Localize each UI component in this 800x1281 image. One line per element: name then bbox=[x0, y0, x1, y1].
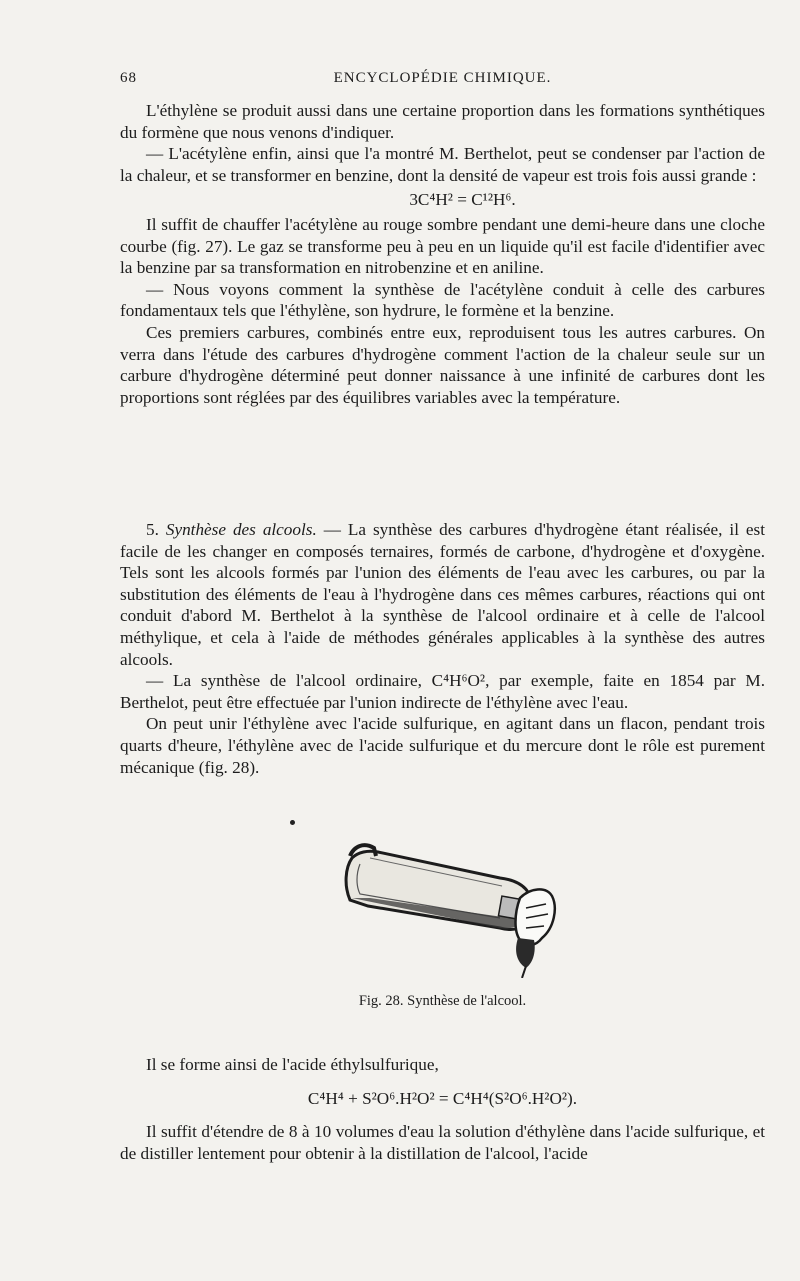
paragraph: Ces premiers carbures, combinés entre eux, reproduisent tous les autres carbures. On verra dans l'étude des carbures d'hydrogène comment l'action de la chaleur seule sur un carbure d'hydrogène déterminé peut donner naissance à une infinité de carbures dont les proportions sont réglées par des équilibres variables avec la température. bbox=[120, 322, 765, 407]
page-header bbox=[120, 70, 765, 94]
flask-in-hand-icon bbox=[330, 828, 565, 978]
running-title: ENCYCLOPÉDIE CHIMIQUE. bbox=[333, 70, 552, 86]
figure-caption: Fig. 28. Synthèse de l'alcool. bbox=[358, 993, 527, 1009]
formula-ethylsulfuric: C⁴H⁴ + S²O⁶.H²O² = C⁴H⁴(S²O⁶.H²O²). bbox=[307, 1088, 578, 1108]
paragraph: — La synthèse de l'alcool ordinaire, C⁴H⁶O², par exemple, faite en 1854 par M. Berthelot, peut être effectuée par l'union indirecte de l'éthylène avec l'eau. bbox=[120, 671, 765, 712]
text-block-section bbox=[120, 519, 765, 778]
figure-illustration bbox=[330, 828, 565, 978]
paragraph: Il suffit d'étendre de 8 à 10 volumes d'eau la solution d'éthylène dans l'acide sulfurique, et de distiller lentement pour obtenir à la distillation de l'alcool, l'acide bbox=[120, 1122, 765, 1163]
page-number: 68 bbox=[120, 70, 137, 86]
section-number: 5. bbox=[146, 520, 159, 539]
section-body: — La synthèse des carbures d'hydrogène étant réalisée, il est facile de les changer en composés ternaires, formés de carbone, d'hydrogène et d'oxygène. Tels sont les alcools formés par l'union des éléments de l'eau avec les carbures, ou par la substitution des éléments de l'eau à l'hydrogène dans ces mêmes carbures, réactions qui ont conduit d'abord M. Berthelot à la synthèse de l'alcool ordinaire et à celle de l'alcool méthylique, et cela à l'aide de méthodes générales applicables à la synthèse des autres alcools. bbox=[120, 520, 766, 669]
text-block-bottom bbox=[120, 1054, 765, 1164]
print-speck bbox=[290, 820, 295, 825]
section-paragraph bbox=[120, 519, 765, 670]
paragraph: — L'acétylène enfin, ainsi que l'a montré M. Berthelot, peut se condenser par l'action de la chaleur, et se transformer en benzine, dont la densité de vapeur est trois fois aussi grande : bbox=[120, 144, 765, 185]
paragraph: Il suffit de chauffer l'acétylène au rouge sombre pendant une demi-heure dans une cloche courbe (fig. 27). Le gaz se transforme peu à peu en un liquide qu'il est facile d'identifier avec la benzine par sa transformation en nitrobenzine et en aniline. bbox=[120, 214, 765, 278]
formula-benzine: 3C⁴H² = C¹²H⁶. bbox=[409, 190, 516, 210]
paragraph: Il se forme ainsi de l'acide éthylsulfurique, bbox=[146, 1055, 439, 1074]
paragraph: L'éthylène se produit aussi dans une certaine proportion dans les formations synthétiques du formène que nous venons d'indiquer. bbox=[120, 101, 765, 142]
section-heading: Synthèse des alcools. bbox=[165, 520, 317, 539]
paragraph: On peut unir l'éthylène avec l'acide sulfurique, en agitant dans un flacon, pendant trois quarts d'heure, l'éthylène avec de l'acide sulfurique et du mercure dont le rôle est purement mécanique (fig. 28). bbox=[120, 714, 765, 777]
text-block-top bbox=[120, 100, 765, 408]
paragraph: — Nous voyons comment la synthèse de l'acétylène conduit à celle des carbures fondamentaux tels que l'éthylène, son hydrure, le formène et la benzine. bbox=[120, 279, 765, 321]
